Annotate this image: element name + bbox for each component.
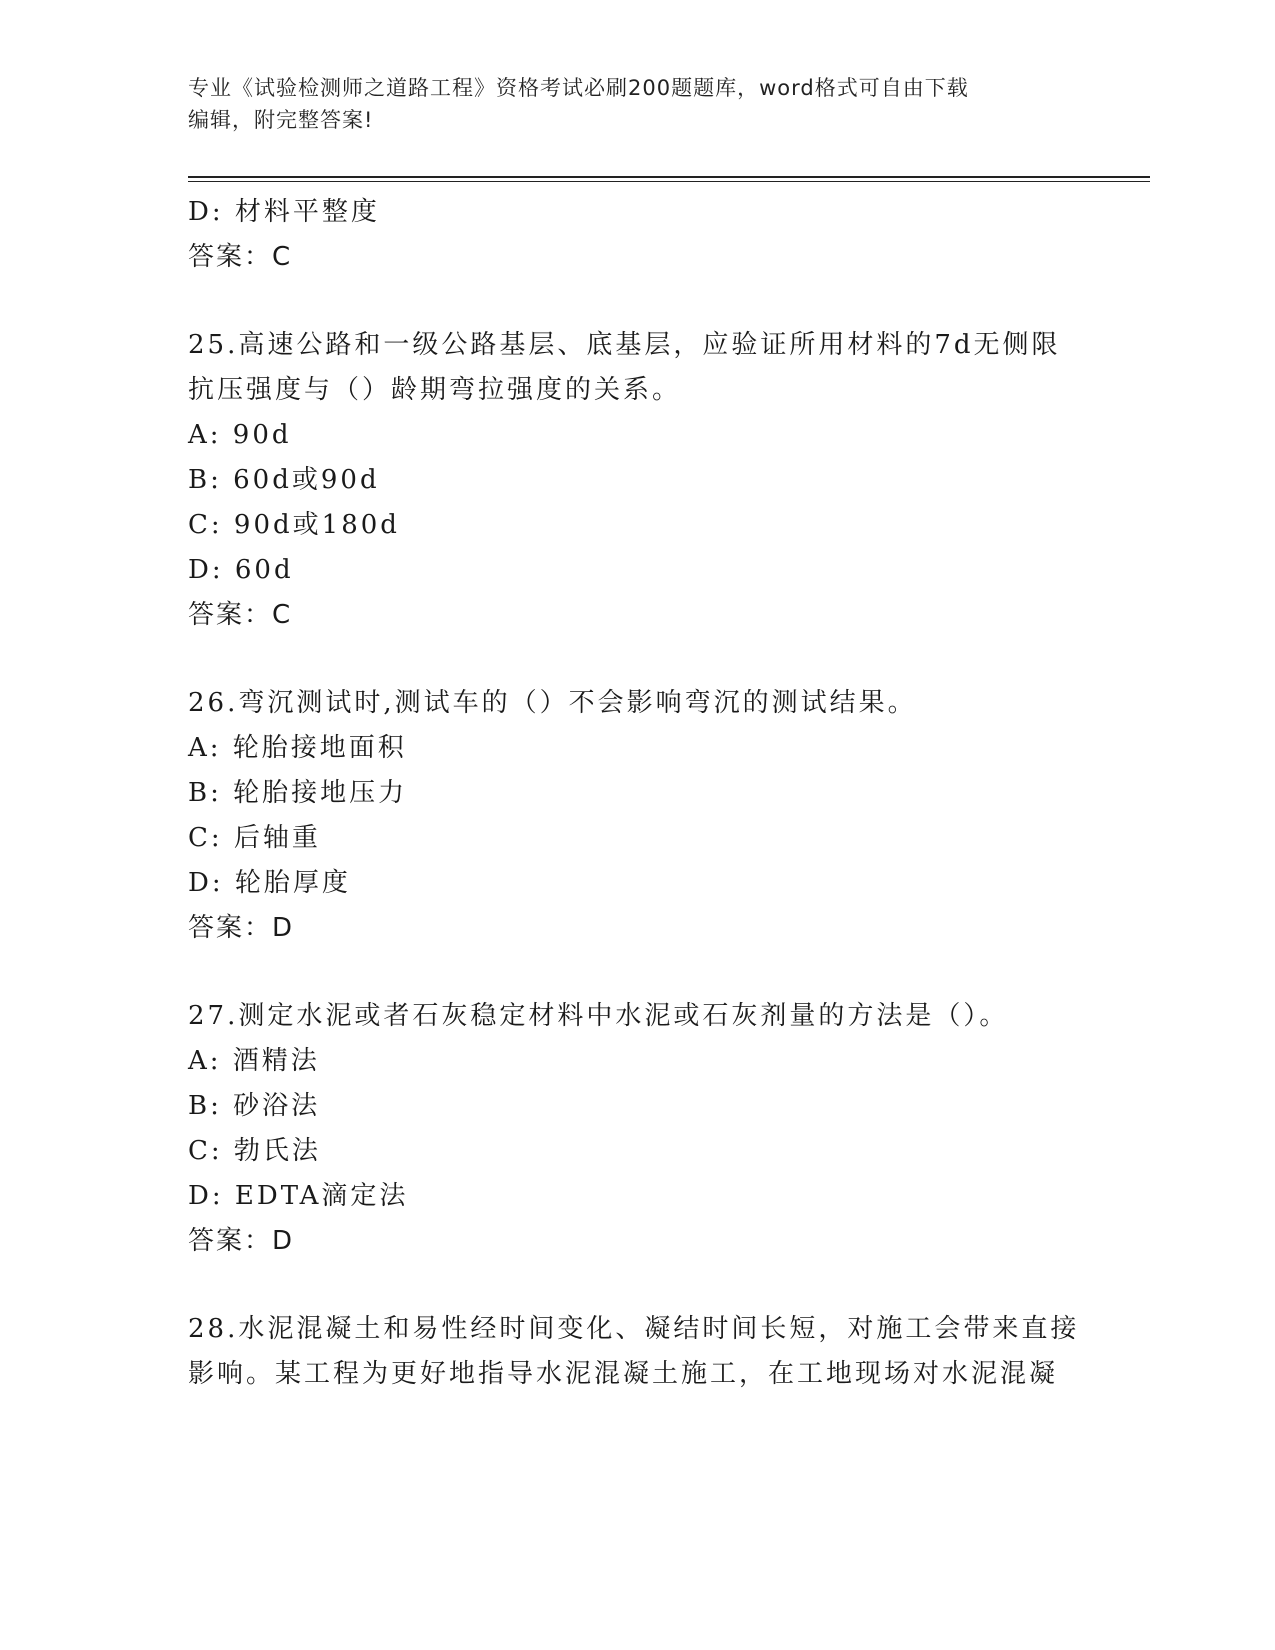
question-27 (188, 994, 1088, 1264)
option-a: A: 酒精法 (188, 1046, 320, 1076)
question-text-line: 影响。某工程为更好地指导水泥混凝土施工，在工地现场对水泥混凝 (188, 1359, 1059, 1389)
question-text-line: 25.高速公路和一级公路基层、底基层，应验证所用材料的7d无侧限 (188, 330, 1061, 360)
option-d: D: 轮胎厚度 (188, 868, 351, 898)
question-25 (188, 323, 1088, 638)
question-text-line: 28.水泥混凝土和易性经时间变化、凝结时间长短，对施工会带来直接 (188, 1314, 1080, 1344)
option-d: D: 60d (188, 555, 294, 585)
question-text-line: 26.弯沉测试时,测试车的（）不会影响弯沉的测试结果。 (188, 688, 917, 718)
page-header (188, 72, 1068, 136)
answer-line: 答案：C (188, 600, 293, 630)
option-d: D: EDTA滴定法 (188, 1181, 409, 1211)
header-rule-thin (188, 181, 1150, 182)
option-c: C: 后轴重 (188, 823, 321, 853)
question-26 (188, 681, 1088, 951)
option-c: C: 勃氏法 (188, 1136, 321, 1166)
answer-line: 答案：D (188, 1226, 295, 1256)
option-b: B: 砂浴法 (188, 1091, 321, 1121)
header-line-2: 编辑，附完整答案! (188, 108, 374, 132)
question-28 (188, 1307, 1088, 1397)
answer-line: 答案：D (188, 913, 295, 943)
option-c: C: 90d或180d (188, 510, 400, 540)
option-b: B: 60d或90d (188, 465, 380, 495)
question-text-line: 抗压强度与（）龄期弯拉强度的关系。 (188, 375, 682, 405)
option-d: D: 材料平整度 (188, 197, 380, 227)
option-b: B: 轮胎接地压力 (188, 778, 408, 808)
option-a: A: 90d (188, 420, 292, 450)
answer-line: 答案：C (188, 242, 293, 272)
header-line-1: 专业《试验检测师之道路工程》资格考试必刷200题题库，word格式可自由下载 (188, 76, 969, 100)
header-rule-thick (188, 176, 1150, 178)
option-a: A: 轮胎接地面积 (188, 733, 407, 763)
question-content (188, 190, 1088, 1397)
question-text-line: 27.测定水泥或者石灰稳定材料中水泥或石灰剂量的方法是（）。 (188, 1001, 1009, 1031)
